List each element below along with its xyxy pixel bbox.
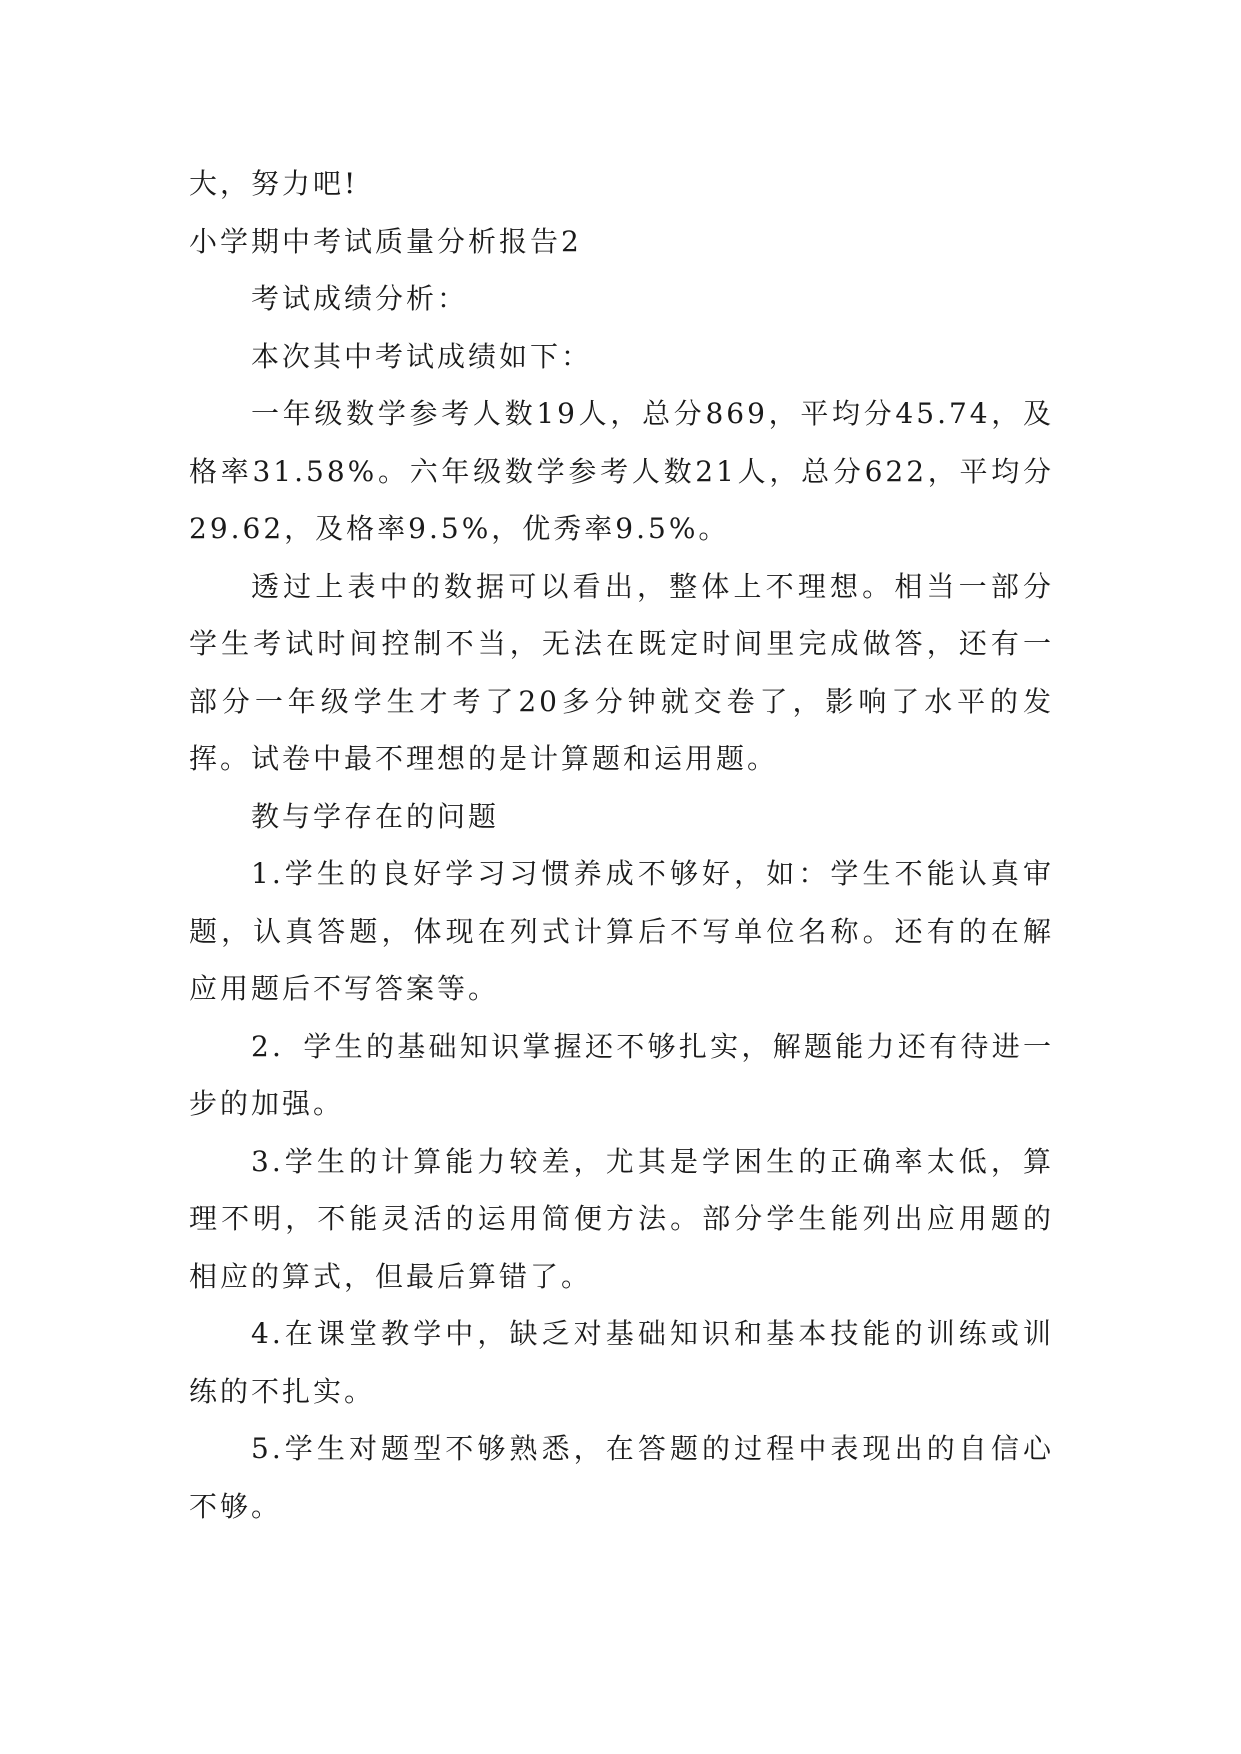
paragraph-continuation: 大，努力吧! — [189, 167, 359, 200]
report-title: 小学期中考试质量分析报告2 — [189, 224, 582, 258]
list-item-3: 3.学生的计算能力较差，尤其是学困生的正确率太低，算理不明，不能灵活的运用简便方法。部分学生能列出应用题的相应的算式，但最后算错了。 — [189, 1144, 1054, 1293]
section-heading-score-analysis: 考试成绩分析： — [251, 282, 469, 315]
document-body — [189, 155, 1054, 1535]
list-item-5: 5.学生对题型不够熟悉，在答题的过程中表现出的自信心不够。 — [189, 1432, 1054, 1523]
list-item-4: 4.在课堂教学中，缺乏对基础知识和基本技能的训练或训练的不扎实。 — [189, 1317, 1054, 1408]
list-item-1: 1.学生的良好学习习惯养成不够好，如：学生不能认真审题，认真答题，体现在列式计算后不写单位名称。还有的在解应用题后不写答案等。 — [189, 857, 1054, 1005]
paragraph-intro: 本次其中考试成绩如下： — [251, 339, 593, 373]
list-item-2: 2．学生的基础知识掌握还不够扎实，解题能力还有待进一步的加强。 — [189, 1029, 1054, 1120]
paragraph-observation: 透过上表中的数据可以看出，整体上不理想。相当一部分学生考试时间控制不当，无法在既定时间里完成做答，还有一部分一年级学生才考了20多分钟就交卷了，影响了水平的发挥。试卷中最不理想的是计算题和运用题。 — [189, 569, 1054, 775]
section-heading-problems: 教与学存在的问题 — [251, 799, 500, 833]
paragraph-scores: 一年级数学参考人数19人，总分869，平均分45.74，及格率31.58%。六年级数学参考人数21人，总分622，平均分29.62，及格率9.5%，优秀率9.5%。 — [189, 397, 1054, 545]
